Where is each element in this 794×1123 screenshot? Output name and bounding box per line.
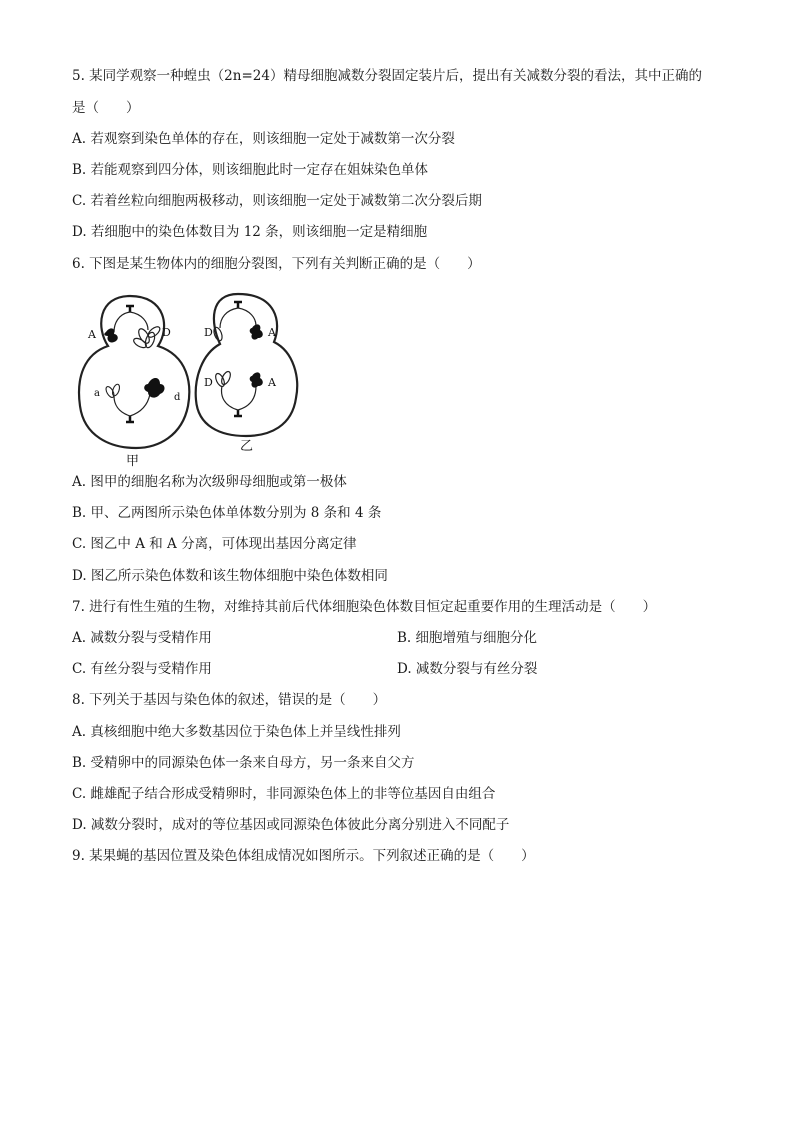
q5-option-d: D. 若细胞中的染色体数目为 12 条，则该细胞一定是精细胞 (72, 224, 428, 240)
q8-option-c: C. 雌雄配子结合形成受精卵时，非同源染色体上的非等位基因自由组合 (72, 786, 496, 802)
cell-jia-label-a-lower: a (94, 388, 100, 399)
cell-yi-label-d-upper: D (204, 326, 213, 339)
cell-yi (196, 294, 297, 454)
q7-stem: 7. 进行有性生殖的生物，对维持其前后代体细胞染色体数目恒定起重要作用的生理活动是（ ） (72, 599, 657, 615)
q5-stem-line2: 是（ ） (72, 100, 140, 116)
cell-division-figure (70, 288, 320, 468)
q5-option-b: B. 若能观察到四分体，则该细胞此时一定存在姐妹染色单体 (72, 162, 429, 178)
q8-option-b: B. 受精卵中的同源染色体一条来自母方，另一条来自父方 (72, 755, 415, 771)
cell-yi-label-a-lower: A (268, 376, 276, 389)
q6-stem: 6. 下图是某生物体内的细胞分裂图，下列有关判断正确的是（ ） (72, 256, 481, 272)
q5-stem-line1: 5. 某同学观察一种蝗虫（2n=24）精母细胞减数分裂固定装片后，提出有关减数分裂的看法，其中正确的 (72, 68, 702, 84)
cell-jia-label-a-upper: A (88, 328, 96, 341)
q5-option-c: C. 若着丝粒向细胞两极移动，则该细胞一定处于减数第二次分裂后期 (72, 193, 482, 209)
q7-option-d: D. 减数分裂与有丝分裂 (397, 661, 538, 677)
q7-option-a: A. 减数分裂与受精作用 (72, 630, 212, 646)
cell-jia-label-d-lower: d (174, 392, 181, 403)
cell-yi-label-a-upper: A (268, 326, 276, 339)
q8-stem: 8. 下列关于基因与染色体的叙述，错误的是（ ） (72, 692, 387, 708)
q8-option-d: D. 减数分裂时，成对的等位基因或同源染色体彼此分离分别进入不同配子 (72, 817, 510, 833)
q7-option-b: B. 细胞增殖与细胞分化 (397, 630, 538, 646)
cell-jia-caption: 甲 (126, 454, 140, 468)
cell-yi-label-d-lower: D (204, 376, 213, 389)
q9-stem: 9. 某果蝇的基因位置及染色体组成情况如图所示。下列叙述正确的是（ ） (72, 848, 535, 864)
q6-option-b: B. 甲、乙两图所示染色体单体数分别为 8 条和 4 条 (72, 505, 382, 521)
cell-division-diagram (70, 288, 320, 468)
cell-jia (79, 296, 189, 468)
q8-option-a: A. 真核细胞中绝大多数基因位于染色体上并呈线性排列 (72, 724, 401, 740)
q7-option-c: C. 有丝分裂与受精作用 (72, 661, 212, 677)
q6-option-a: A. 图甲的细胞名称为次级卵母细胞或第一极体 (72, 474, 347, 490)
q6-option-c: C. 图乙中 A 和 A 分离，可体现出基因分离定律 (72, 536, 357, 552)
cell-yi-caption: 乙 (240, 439, 254, 454)
cell-jia-label-d-upper: D (162, 326, 171, 339)
q5-option-a: A. 若观察到染色单体的存在，则该细胞一定处于减数第一次分裂 (72, 131, 455, 147)
q6-option-d: D. 图乙所示染色体数和该生物体细胞中染色体数相同 (72, 568, 388, 584)
